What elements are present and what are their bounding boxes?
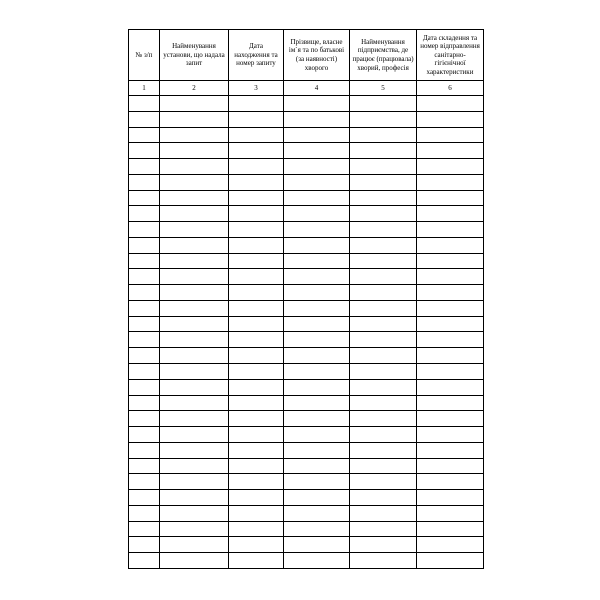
table-cell: [229, 332, 284, 348]
table-row: [129, 143, 484, 159]
table-cell: [129, 111, 160, 127]
table-row: [129, 96, 484, 112]
table-cell: [129, 237, 160, 253]
table-cell: [350, 127, 417, 143]
header-cell-number: [129, 30, 160, 81]
table-cell: [129, 332, 160, 348]
table-cell: [229, 206, 284, 222]
table-cell: [229, 427, 284, 443]
table-cell: [284, 553, 350, 569]
table-row: [129, 537, 484, 553]
table-cell: [284, 253, 350, 269]
table-cell: [417, 521, 484, 537]
table-cell: [229, 143, 284, 159]
table-cell: [229, 190, 284, 206]
table-cell: [284, 537, 350, 553]
table-cell: [129, 537, 160, 553]
table-cell: [350, 521, 417, 537]
header-text-institution: Найменування установи, що надала запит: [163, 42, 225, 68]
table-row: [129, 316, 484, 332]
header-cell-characteristic-date: [417, 30, 484, 81]
table-cell: [129, 316, 160, 332]
table-row: [129, 521, 484, 537]
table-cell: [160, 411, 229, 427]
column-number-cell: 6: [417, 81, 484, 96]
header-text-request-date: Дата находження та номер запиту: [234, 42, 278, 68]
table-cell: [160, 222, 229, 238]
table-cell: [160, 127, 229, 143]
header-cell-enterprise: [350, 30, 417, 81]
table-cell: [350, 159, 417, 175]
table-cell: [417, 553, 484, 569]
table-cell: [350, 348, 417, 364]
table-cell: [417, 159, 484, 175]
header-cell-institution: [160, 30, 229, 81]
table-cell: [350, 253, 417, 269]
table-cell: [129, 269, 160, 285]
table-cell: [417, 537, 484, 553]
table-cell: [160, 143, 229, 159]
table-cell: [284, 174, 350, 190]
table-cell: [229, 364, 284, 380]
table-row: [129, 253, 484, 269]
table-cell: [284, 395, 350, 411]
table-cell: [129, 427, 160, 443]
table-cell: [284, 364, 350, 380]
table-cell: [417, 332, 484, 348]
table-cell: [129, 490, 160, 506]
table-cell: [417, 143, 484, 159]
table-cell: [129, 127, 160, 143]
table-cell: [350, 222, 417, 238]
table-cell: [350, 96, 417, 112]
table-cell: [229, 348, 284, 364]
table-cell: [129, 206, 160, 222]
column-number-cell: 1: [129, 81, 160, 96]
table-cell: [350, 300, 417, 316]
table-cell: [284, 237, 350, 253]
table-cell: [284, 521, 350, 537]
table-cell: [160, 159, 229, 175]
table-cell: [160, 300, 229, 316]
table-cell: [129, 285, 160, 301]
table-cell: [350, 364, 417, 380]
table-cell: [417, 505, 484, 521]
table-cell: [350, 143, 417, 159]
table-cell: [129, 411, 160, 427]
table-cell: [129, 442, 160, 458]
table-cell: [129, 395, 160, 411]
header-text-enterprise: Найменування підприємства, де працює (працювала) хворий, професія: [352, 37, 414, 72]
table-cell: [350, 442, 417, 458]
table-cell: [129, 190, 160, 206]
table-cell: [160, 521, 229, 537]
table-cell: [229, 159, 284, 175]
table-cell: [160, 253, 229, 269]
table-row: [129, 553, 484, 569]
table-cell: [229, 474, 284, 490]
table-cell: [129, 379, 160, 395]
table-cell: [350, 395, 417, 411]
table-cell: [284, 411, 350, 427]
header-cell-patient-name: [284, 30, 350, 81]
table-row: [129, 174, 484, 190]
table-row: [129, 379, 484, 395]
table-cell: [160, 553, 229, 569]
table-cell: [284, 300, 350, 316]
table-cell: [229, 111, 284, 127]
table-cell: [284, 490, 350, 506]
table-cell: [284, 190, 350, 206]
table-cell: [129, 521, 160, 537]
table-row: [129, 395, 484, 411]
table-cell: [284, 127, 350, 143]
table-cell: [160, 285, 229, 301]
table-cell: [129, 96, 160, 112]
table-cell: [160, 269, 229, 285]
table-cell: [417, 237, 484, 253]
header-text-patient-name: Прізвище, власне ім`я та по батькові (за наявності) хворого: [288, 37, 345, 72]
table-cell: [284, 348, 350, 364]
table-cell: [229, 96, 284, 112]
table-row: [129, 411, 484, 427]
table-row: [129, 222, 484, 238]
table-cell: [284, 427, 350, 443]
table-cell: [229, 553, 284, 569]
table-cell: [350, 206, 417, 222]
table-row: [129, 237, 484, 253]
table-cell: [284, 111, 350, 127]
column-number-cell: 4: [284, 81, 350, 96]
table-row: [129, 474, 484, 490]
table-cell: [417, 111, 484, 127]
header-text-number: № з/п: [135, 50, 153, 59]
table-row: [129, 206, 484, 222]
table-cell: [284, 222, 350, 238]
table-cell: [229, 411, 284, 427]
table-cell: [350, 474, 417, 490]
table-cell: [417, 269, 484, 285]
table-cell: [229, 458, 284, 474]
table-row: [129, 427, 484, 443]
table-cell: [160, 427, 229, 443]
table-row: [129, 442, 484, 458]
table-cell: [160, 395, 229, 411]
table-row: [129, 159, 484, 175]
table-cell: [350, 537, 417, 553]
table-header-row: [129, 30, 484, 81]
table-row: [129, 458, 484, 474]
table-cell: [129, 174, 160, 190]
table-cell: [284, 458, 350, 474]
table-cell: [350, 505, 417, 521]
register-table: [128, 29, 484, 569]
table-cell: [229, 300, 284, 316]
header-text-characteristic-date: Дата складення та номер відправлення санітарно-гігієнічної характеристики: [420, 33, 480, 76]
table-cell: [350, 379, 417, 395]
table-cell: [417, 127, 484, 143]
table-cell: [350, 458, 417, 474]
table-cell: [129, 159, 160, 175]
header-cell-request-date: [229, 30, 284, 81]
table-cell: [417, 490, 484, 506]
table-cell: [129, 222, 160, 238]
table-cell: [284, 206, 350, 222]
table-cell: [129, 253, 160, 269]
table-cell: [229, 442, 284, 458]
table-cell: [129, 458, 160, 474]
table-cell: [160, 537, 229, 553]
table-cell: [417, 442, 484, 458]
table-row: [129, 348, 484, 364]
table-row: [129, 300, 484, 316]
table-cell: [160, 316, 229, 332]
table-cell: [284, 332, 350, 348]
table-cell: [284, 269, 350, 285]
table-cell: [229, 490, 284, 506]
table-cell: [350, 269, 417, 285]
table-row: [129, 490, 484, 506]
table-cell: [284, 505, 350, 521]
table-cell: [417, 285, 484, 301]
table-cell: [350, 332, 417, 348]
table-cell: [350, 237, 417, 253]
table-cell: [350, 174, 417, 190]
table-cell: [229, 174, 284, 190]
column-number-cell: 3: [229, 81, 284, 96]
table-cell: [229, 269, 284, 285]
table-cell: [350, 411, 417, 427]
column-number-cell: 5: [350, 81, 417, 96]
table-cell: [417, 395, 484, 411]
table-row: [129, 332, 484, 348]
table-cell: [284, 143, 350, 159]
table-cell: [129, 364, 160, 380]
table-row: [129, 505, 484, 521]
table-cell: [284, 442, 350, 458]
table-cell: [129, 300, 160, 316]
table-cell: [160, 348, 229, 364]
table-row: [129, 127, 484, 143]
table-cell: [284, 285, 350, 301]
table-cell: [160, 96, 229, 112]
table-cell: [284, 379, 350, 395]
table-cell: [284, 474, 350, 490]
table-cell: [417, 222, 484, 238]
table-cell: [350, 316, 417, 332]
table-cell: [160, 111, 229, 127]
table-cell: [284, 96, 350, 112]
table-body: [129, 96, 484, 569]
table-cell: [160, 364, 229, 380]
table-cell: [160, 474, 229, 490]
table-cell: [229, 222, 284, 238]
table-row: [129, 269, 484, 285]
table-cell: [350, 427, 417, 443]
table-row: [129, 111, 484, 127]
column-number-cell: 2: [160, 81, 229, 96]
table-cell: [229, 127, 284, 143]
table-cell: [160, 379, 229, 395]
table-cell: [229, 237, 284, 253]
table-cell: [129, 505, 160, 521]
table-cell: [229, 285, 284, 301]
table-cell: [417, 96, 484, 112]
column-number-row: [129, 81, 484, 96]
table-cell: [350, 190, 417, 206]
table-cell: [129, 474, 160, 490]
table-cell: [417, 174, 484, 190]
table-cell: [417, 458, 484, 474]
table-cell: [417, 348, 484, 364]
table-cell: [160, 190, 229, 206]
table-row: [129, 190, 484, 206]
table-cell: [229, 505, 284, 521]
table-cell: [229, 379, 284, 395]
table-cell: [160, 442, 229, 458]
table-cell: [417, 411, 484, 427]
table-row: [129, 285, 484, 301]
table-cell: [284, 159, 350, 175]
table-cell: [417, 427, 484, 443]
table-cell: [417, 300, 484, 316]
table-cell: [129, 348, 160, 364]
table-cell: [129, 553, 160, 569]
table-cell: [284, 316, 350, 332]
table-cell: [160, 174, 229, 190]
table-cell: [160, 332, 229, 348]
table-cell: [229, 537, 284, 553]
table-cell: [417, 379, 484, 395]
table-row: [129, 364, 484, 380]
table-cell: [417, 364, 484, 380]
table-cell: [160, 458, 229, 474]
table-cell: [129, 143, 160, 159]
table-cell: [350, 111, 417, 127]
table-cell: [160, 237, 229, 253]
table-cell: [417, 190, 484, 206]
table-cell: [350, 490, 417, 506]
table-cell: [160, 490, 229, 506]
table-cell: [417, 253, 484, 269]
table-cell: [229, 253, 284, 269]
table-cell: [229, 521, 284, 537]
table-cell: [417, 206, 484, 222]
table-cell: [160, 505, 229, 521]
table-cell: [417, 316, 484, 332]
table-cell: [417, 474, 484, 490]
table-cell: [229, 395, 284, 411]
table-cell: [160, 206, 229, 222]
table-cell: [350, 285, 417, 301]
table-cell: [350, 553, 417, 569]
table-cell: [229, 316, 284, 332]
